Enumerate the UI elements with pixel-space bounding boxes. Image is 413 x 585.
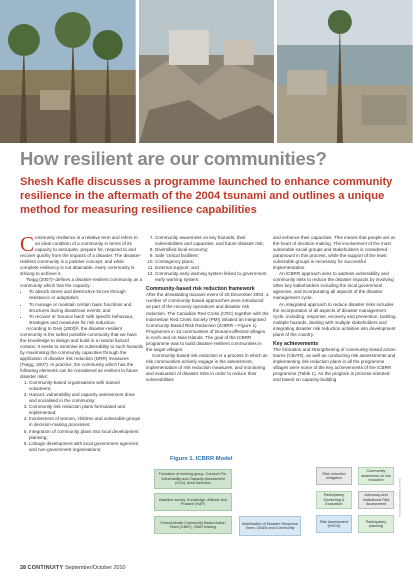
figure-subtitle: ICBRR Model	[195, 456, 233, 462]
column-3	[273, 235, 396, 383]
list-item: 12. Community early warning system linked to government early warning system.	[155, 271, 269, 283]
list-item: 7. Community awareness on key hazards, their vulnerabilities and capacities, and future disaster risk;	[155, 235, 269, 247]
list-item: 9. Safe 'critical facilities';	[155, 253, 269, 259]
flooded-coast-photo	[277, 0, 413, 143]
figure-title	[170, 456, 233, 462]
monitoring-box: Participatory Monitoring & Evaluation	[316, 491, 352, 509]
icbrr-diagram	[146, 465, 396, 557]
list-item: 6. Linkage development with local government agencies and non-government organisations;	[29, 441, 143, 453]
page-footer	[20, 565, 126, 571]
community-awareness-box: Community awareness on risk reduction	[358, 467, 394, 485]
figure-number: Figure 1.	[170, 456, 195, 462]
page-number: 28	[20, 565, 26, 571]
section-heading: Community-based risk reduction framework	[146, 286, 255, 293]
list-item: 5. Integration of community plans into local development planning;	[29, 429, 143, 441]
list-item: 11. External support; and	[155, 265, 269, 271]
column-2	[146, 235, 269, 383]
paragraph: The formation and strengthening of community-based action teams (CBATs), as well as conducting risk assessments and implementing risk reduction plans in all the programme villages were some of the key achievements of the ICBRR programme (Table 1). As the program is process-oriented and based on capacity-building	[273, 346, 396, 383]
numbered-list	[146, 235, 269, 283]
list-item: 2. Hazard, vulnerability and capacity assessment done and socialised in the community;	[29, 392, 143, 404]
photo-credit: photos: J Rolt / IFRC	[407, 90, 412, 118]
paragraph: Community-based risk reduction is a process in which at-risk communities actively engage in the assessment, implementation of risk reduction measures, and monitoring and evaluation of disaster risks in order to reduce their vulnerabilities	[146, 352, 269, 383]
mobilisation-box: Mobilisation of Disaster Response Team, CBATs and Community	[239, 516, 301, 536]
list-item: • To manage or maintain certain basic functions and structures during disastrous events; and	[29, 302, 143, 314]
list-item: • To recover or 'bounce back' with specific behaviour, strategies and measures for risk reduction.	[29, 314, 143, 326]
paragraph: ommunity resilience is a relative term and refers to an ideal condition of a community in terms of its capacity to anticipate, prepare for, respond to and recover quickly from the impacts of a disaster. The disaster-resilient community is a positive concept, and while complete resiliency is not attainable, every community is striving to achieve it.	[20, 235, 142, 277]
magazine-name: CONTINUITY	[27, 565, 64, 571]
planning-box: Participatory planning	[358, 515, 394, 533]
paragraph: An ICBRR approach aims to address vulnerability and community risks to reduce the disaster impacts by involving other key stakeholders including the local government agencies, and incorporating all aspects of the disaster management cycle.	[273, 271, 394, 301]
advocacy-box: Advocacy and Institutional Risk Assessment	[358, 491, 394, 509]
risk-assessment-box: Risk Assessment (HVCA)	[316, 515, 352, 533]
palm-trees-photo	[0, 0, 136, 143]
column-1	[20, 232, 143, 453]
rubble-photo	[139, 0, 275, 143]
paragraph: After the devastating tsunami event of 26 December 2004, a number of community-based approaches were introduced as part of the recovery operations and disaster risk reduction. The Canadian Red Cross (CRC) together with the Indonesian Red Cross Society (PMI) initiated an Integrated Community-Based Risk Reduction (ICBRR – Figure 1) Programme in 43 communities of tsunami-affected villages in Aceh and on Nias Islands. The goal of the ICBRR programme was to build disaster-resilient communities in the target villages.	[146, 292, 269, 352]
list-item: 4. Involvement of women, children and vulnerable groups in decision-making processes;	[29, 416, 143, 428]
standfirst: Shesh Kafle discusses a programme launched to enhance community resilience in the aftermath of the 2004 tsunami and outlines a unique method for measuring resilience capabilities	[20, 176, 393, 216]
issue-date: September/October 2010	[64, 565, 126, 571]
list-item: • To absorb stress and destructive forces through resistance or adaptation;	[29, 289, 143, 301]
working-group-box: Formation of working group, Conduct Pre- Vulnerability and Capacity Assessment (VCA), Area Selection	[154, 469, 232, 489]
paragraph: According to Geis (2000)², the disaster-resilient community is the safest possible community that we have the knowledge to design and build in a natural hazard context. It seeks to minimise its vulnerability to such hazards by maximising the community capacities through the application of disaster risk reduction (DRR) measures (Twigg, 2007). In practice, the community which has the following elements can be considered as resilient to future disaster risks:	[20, 325, 143, 380]
drop-cap: C	[20, 232, 35, 256]
figure-credit: Source: Canadian Red Cross	[398, 478, 402, 518]
cbat-box: Form/Activate Community Based Action Team (CBAT), CBAT training	[154, 516, 232, 534]
photo-strip	[0, 0, 413, 143]
paragraph: and enhance their capacities. This means that people are at the heart of decision-making. The involvement of the most vulnerable social groups and stakeholders is considered paramount in this process, while the support of the least vulnerable groups is necessary for successful implementation.	[273, 235, 395, 271]
list-item: 1. Community-based organisations with trained volunteers;	[29, 380, 143, 392]
section-heading: Key achievements	[273, 340, 319, 347]
list-item: 10. Contingency plans;	[155, 259, 269, 265]
paragraph: An integrated approach to reduce disaster risks includes the incorporation of all aspects of disaster management cycle, including: response, recovery and prevention, tackling multiple hazards, dealing with multiple stakeholders and integrating disaster risk reduction activities into development plans of the country.	[273, 301, 396, 337]
headline: How resilient are our communities?	[20, 148, 327, 169]
baseline-box: Baseline survey, Knowledge, Attitude and Practice (KAP)	[154, 493, 232, 511]
risk-reduction-box: Risk reduction mitigation	[316, 467, 352, 485]
list-item: 3. Community risk reduction plans formulated and implemented;	[29, 404, 143, 416]
paragraph: Twigg (2007)¹ defines a disaster-resilient community as a community which has the capacity:	[20, 277, 143, 289]
numbered-list	[20, 380, 143, 453]
list-item: 8. Diversified local economy;	[155, 247, 269, 253]
bullet-list	[20, 289, 143, 325]
